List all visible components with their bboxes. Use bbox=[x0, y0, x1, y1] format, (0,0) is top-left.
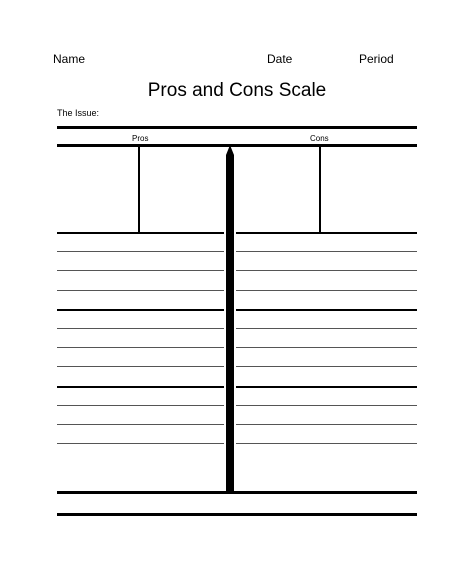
pros-writing-line bbox=[57, 328, 224, 329]
cons-writing-line bbox=[236, 443, 417, 444]
issue-label: The Issue: bbox=[57, 108, 100, 118]
pros-writing-line bbox=[57, 424, 224, 425]
cons-writing-line bbox=[236, 251, 417, 252]
period-label: Period bbox=[359, 52, 394, 66]
pros-writing-line bbox=[57, 347, 224, 348]
cons-writing-line bbox=[236, 328, 417, 329]
cons-writing-line bbox=[236, 386, 417, 388]
cons-writing-line bbox=[236, 270, 417, 271]
pros-writing-line bbox=[57, 443, 224, 444]
pros-writing-line bbox=[57, 366, 224, 367]
name-label: Name bbox=[53, 52, 86, 66]
cons-pan-post bbox=[319, 147, 321, 233]
pros-writing-line bbox=[57, 251, 224, 252]
cons-writing-line bbox=[236, 290, 417, 291]
pros-writing-line bbox=[57, 290, 224, 291]
pros-writing-line bbox=[57, 405, 224, 406]
cons-writing-line bbox=[236, 232, 417, 234]
scale-beam bbox=[57, 144, 417, 147]
cons-writing-line bbox=[236, 309, 417, 311]
page-title: Pros and Cons Scale bbox=[147, 80, 327, 101]
cons-writing-line bbox=[236, 366, 417, 367]
cons-writing-line bbox=[236, 347, 417, 348]
pros-writing-line bbox=[57, 270, 224, 271]
balance-beam-icon bbox=[224, 145, 236, 494]
pros-pan-post bbox=[138, 147, 140, 233]
pros-writing-line bbox=[57, 386, 224, 388]
pros-writing-line bbox=[57, 232, 224, 234]
bottom-line bbox=[57, 513, 417, 516]
pros-column-label: Pros bbox=[132, 134, 149, 143]
cons-writing-line bbox=[236, 405, 417, 406]
pros-writing-line bbox=[57, 309, 224, 311]
issue-underline bbox=[57, 126, 417, 129]
cons-writing-line bbox=[236, 424, 417, 425]
cons-column-label: Cons bbox=[310, 134, 329, 143]
scale-base-line bbox=[57, 491, 417, 494]
date-label: Date bbox=[267, 52, 293, 66]
